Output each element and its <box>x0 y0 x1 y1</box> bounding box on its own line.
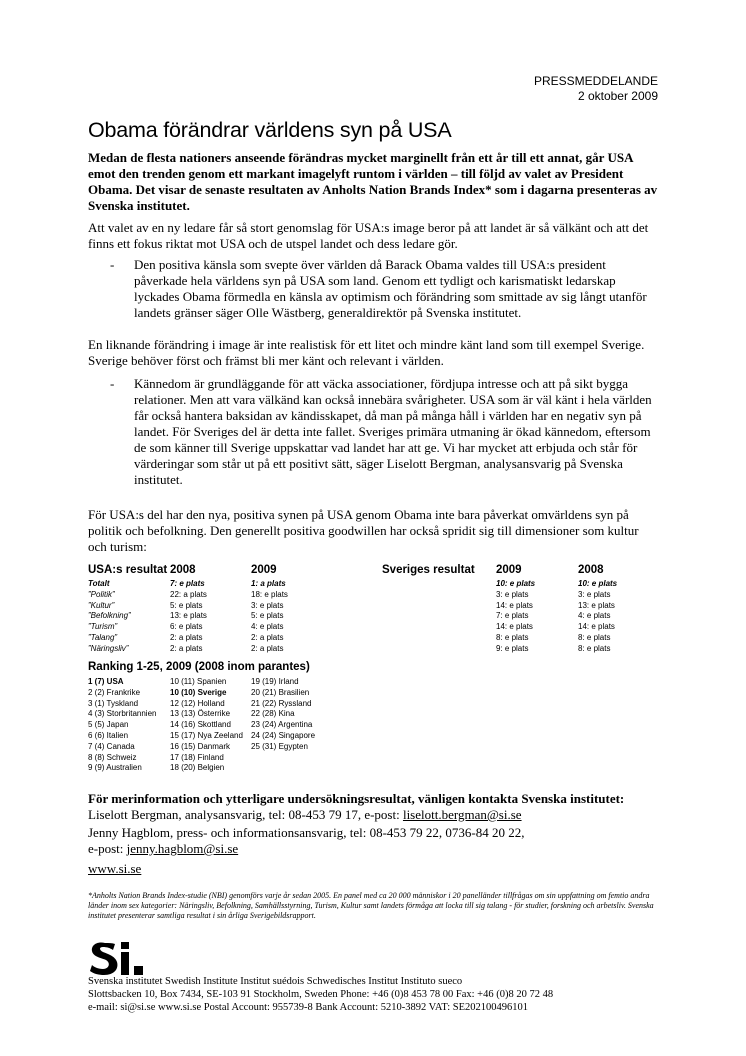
sweden-row-2008: 8: e plats <box>578 632 611 642</box>
usa-table-row <box>88 601 348 612</box>
document-header <box>534 74 658 104</box>
ranking-column-2 <box>170 677 243 774</box>
usa-row-2008: 22: a plats <box>170 589 207 599</box>
ranking-item: 8 (8) Schweiz <box>88 752 137 762</box>
ranking-item: 5 (5) Japan <box>88 720 129 730</box>
quote-bullet-2 <box>110 376 658 488</box>
usa-table-row <box>88 644 348 655</box>
contact-section <box>88 791 624 877</box>
sweden-table-row <box>382 633 642 644</box>
postal-address: Slottsbacken 10, Box 7434, SE-103 91 Stockholm, Sweden Phone: +46 (0)8 453 78 00 Fax: +46 (0)8 20 72 48 <box>88 988 554 1000</box>
ranking-item: 6 (6) Italien <box>88 730 129 740</box>
contact-person-2-text: Jenny Hagblom, press- och informationsansvarig, tel: 08-453 79 22, 0736-84 20 22, <box>88 825 525 840</box>
sweden-row-2009: 14: e plats <box>496 622 533 632</box>
bullet-dash: - <box>110 257 115 272</box>
ranking-item: 12 (12) Holland <box>170 698 225 708</box>
usa-row-2009: 3: e plats <box>251 600 284 610</box>
sweden-table-row <box>382 622 642 633</box>
usa-table-col-2008: 2008 <box>170 564 196 576</box>
body-paragraph-3: För USA:s del har den nya, positiva synen på USA genom Obama inte bara påverkat omvärldens syn på politik och befolkning. Den generellt positiva goodwillen har också spridit sig till dimensioner som kultur och turism: <box>88 507 639 554</box>
sweden-row-2009: 9: e plats <box>496 643 529 653</box>
ranking-column-3 <box>251 677 315 753</box>
contact-person-1 <box>88 807 624 823</box>
contact-details: e-mail: si@si.se www.si.se Postal Account: 955739-8 Bank Account: 5210-3892 VAT: SE202100496101 <box>88 1001 529 1013</box>
quote-text-1: Den positiva känsla som svepte över världen då Barack Obama valdes till USA:s president påverkade hela världens syn på USA som land. Genom ett tydligt och karismatiskt ledarskap lyckades Obama förmedla en känsla av optimism och förändring som smittade av sig långt utanför landets gränser säger Olle Wästberg, generaldirektör på Svenska institutet. <box>134 257 647 320</box>
sweden-row-2009: 10: e plats <box>496 579 536 588</box>
sweden-row-2009: 3: e plats <box>496 589 529 599</box>
usa-table-title: USA:s resultat <box>88 564 168 576</box>
usa-row-label: ”Talang” <box>88 632 118 642</box>
lead-paragraph: Medan de flesta nationers anseende förändras mycket marginellt från ett år till ett annat, går USA emot den trenden genom ett markant imagelyft runtom i världen – till följd av valet av President Obama. Det visar de senaste resultaten av Anholts Nation Brands Index* som i dagarna presenteras av Svenska institutet. <box>88 150 658 213</box>
usa-row-2008: 5: e plats <box>170 600 203 610</box>
ranking-item: 23 (24) Argentina <box>251 720 313 730</box>
ranking-item: 10 (11) Spanien <box>170 677 227 686</box>
sweden-row-2008: 8: e plats <box>578 643 611 653</box>
ranking-item: 24 (24) Singapore <box>251 730 316 740</box>
usa-row-label: ”Turism” <box>88 622 118 632</box>
sweden-table-row <box>382 611 642 622</box>
usa-row-label: ”Politik” <box>88 589 115 599</box>
usa-row-2009: 1: a plats <box>251 579 286 588</box>
sweden-row-2009: 14: e plats <box>496 600 533 610</box>
contact-person-2-email-label: e-post: <box>88 841 127 856</box>
contact-intro: För merinformation och ytterligare undersökningsresultat, vänligen kontakta Svenska institutet: <box>88 791 625 806</box>
ranking-item: 21 (22) Ryssland <box>251 698 312 708</box>
sweden-table-row <box>382 579 642 590</box>
usa-table-row <box>88 622 348 633</box>
document-type-label: PRESSMEDDELANDE <box>533 74 658 88</box>
ranking-item: 1 (7) USA <box>88 677 124 686</box>
usa-row-2009: 2: a plats <box>251 643 284 653</box>
usa-row-2009: 18: e plats <box>251 589 288 599</box>
ranking-item: 20 (21) Brasilien <box>251 687 310 697</box>
ranking-item: 25 (31) Egypten <box>251 741 308 751</box>
sweden-row-2009: 8: e plats <box>496 632 529 642</box>
usa-table-row <box>88 579 348 590</box>
usa-row-label: ”Näringsliv” <box>88 643 129 653</box>
document-date: 2 oktober 2009 <box>577 89 658 103</box>
sweden-row-2008: 14: e plats <box>578 622 615 632</box>
contact-person-2 <box>88 841 624 857</box>
sweden-table-col-2009: 2009 <box>496 564 522 576</box>
ranking-item: 7 (4) Canada <box>88 741 135 751</box>
usa-table-row <box>88 633 348 644</box>
ranking-item: 16 (15) Danmark <box>170 741 231 751</box>
ranking-item: 17 (18) Finland <box>170 752 224 762</box>
ranking-item: 19 (19) Irland <box>251 677 299 686</box>
usa-row-2009: 5: e plats <box>251 611 284 621</box>
body-paragraph-2: En liknande förändring i image är inte realistisk för ett litet och mindre känt land som till exempel Sverige. Sverige behöver först och främst bli mer känt och relevant i världen. <box>88 337 645 368</box>
ranking-column-1 <box>88 677 156 774</box>
ranking-item: 22 (28) Kina <box>251 709 295 719</box>
sweden-row-2008: 3: e plats <box>578 589 611 599</box>
usa-row-2008: 2: a plats <box>170 632 203 642</box>
address-block <box>88 976 553 1014</box>
page-title: Obama förändrar världens syn på USA <box>88 118 452 142</box>
usa-row-2008: 13: e plats <box>170 611 207 621</box>
usa-row-2008: 7: e plats <box>170 579 205 588</box>
usa-row-2009: 4: e plats <box>251 622 284 632</box>
usa-row-label: ”Kultur” <box>88 600 115 610</box>
ranking-item: 2 (2) Frankrike <box>88 687 141 697</box>
bullet-dash: - <box>110 376 115 391</box>
ranking-title: Ranking 1-25, 2009 (2008 inom parantes) <box>88 661 310 673</box>
body-paragraph-1: Att valet av en ny ledare får så stort genomslag för USA:s image beror på att landet är så välkänt och att det finns ett fokus riktat mot USA och de utspel landet och dess ledare gör. <box>88 220 649 251</box>
si-logo <box>88 937 152 977</box>
email-link-1[interactable]: liselott.bergman@si.se <box>402 807 522 822</box>
ranking-item: 9 (9) Australien <box>88 763 142 773</box>
usa-row-2009: 2: a plats <box>251 632 284 642</box>
contact-person-1-text: Liselott Bergman, analysansvarig, tel: 08-453 79 17, e-post: <box>88 807 403 822</box>
ranking-item: 18 (20) Belgien <box>170 763 225 773</box>
sweden-table-row <box>382 590 642 601</box>
usa-table-row <box>88 611 348 622</box>
footnote: *Anholts Nation Brands Index-studie (NBI) genomförs varje år sedan 2005. En panel med ca 20 000 människor i 20 panelländer tillfrågas om sin uppfattning om femtio andra länder inom sex kategorier: Näringsliv, Befolkning, Samhällsstyrning, Turism, Kultur samt landets förmåga att locka till sig talang - för studier, forskning och arbetsliv. Svenska institutet presenterar samtliga resultat i sin årliga Sverigebildsrapport. <box>88 891 654 920</box>
sweden-table-row <box>382 644 642 655</box>
ranking-item: 13 (13) Österrike <box>170 709 231 719</box>
quote-text-2: Kännedom är grundläggande för att väcka associationer, fördjupa intresse och att på sikt bygga relationer. Men att vara välkänd kan också innebära svårigheter. USA som är väl känt i hela världen får också hantera baksidan av kändisskapet, då man på många håll i världen har en negativ syn på landet. För Sveriges del är detta inte fallet. Sveriges primära utmaning är ökad kännedom, eftersom de som känner till Sverige uppskattar vad landet har att ge. Vi har mycket att erbjuda och står för värderingar som står ut på ett positivt sätt, säger Liselott Bergman, analysansvarig på Svenska institutet. <box>134 376 652 487</box>
ranking-item: 15 (17) Nya Zeeland <box>170 730 243 740</box>
usa-row-label: ”Befolkning” <box>88 611 131 621</box>
email-link-2[interactable]: jenny.hagblom@si.se <box>126 841 239 856</box>
website-link[interactable]: www.si.se <box>88 861 142 876</box>
institute-names: Svenska institutet Swedish Institute Institut suédois Schwedisches Institut Instituto sueco <box>88 976 463 987</box>
quote-bullet-1 <box>110 257 658 321</box>
sweden-table-title: Sveriges resultat <box>382 564 475 576</box>
sweden-row-2008: 4: e plats <box>578 611 611 621</box>
sweden-table-col-2008: 2008 <box>578 564 604 576</box>
usa-table-row <box>88 590 348 601</box>
sweden-row-2009: 7: e plats <box>496 611 529 621</box>
ranking-item: 14 (16) Skottland <box>170 720 231 730</box>
ranking-item: 3 (1) Tyskland <box>88 698 139 708</box>
usa-table-col-2009: 2009 <box>251 564 277 576</box>
usa-row-2008: 6: e plats <box>170 622 203 632</box>
ranking-item: 4 (3) Storbritannien <box>88 709 157 719</box>
usa-row-2008: 2: a plats <box>170 643 203 653</box>
sweden-row-2008: 10: e plats <box>578 579 618 588</box>
sweden-row-2008: 13: e plats <box>578 600 615 610</box>
ranking-item: 10 (10) Sverige <box>170 687 227 697</box>
sweden-table-row <box>382 601 642 612</box>
usa-row-label: Totalt <box>88 579 110 588</box>
